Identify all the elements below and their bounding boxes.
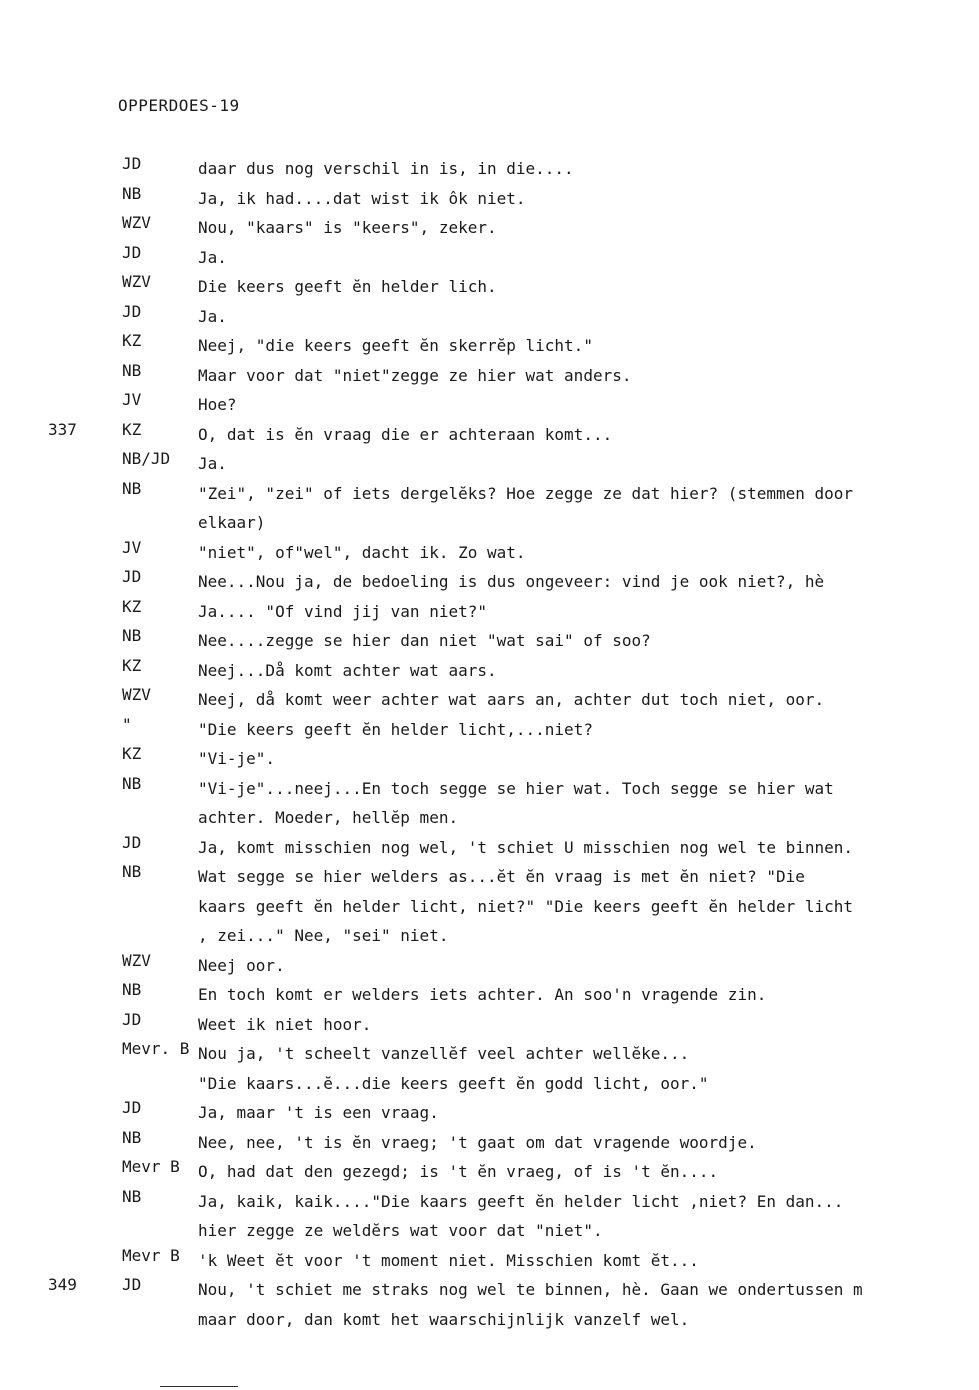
speaker-code: KZ [122, 596, 142, 616]
speaker-code: KZ [122, 331, 142, 350]
speaker-code: NB [122, 626, 142, 645]
transcript-row [0, 951, 979, 981]
utterance-text [198, 597, 953, 627]
utterance-text [198, 1275, 953, 1334]
speaker-code: NB [122, 1127, 142, 1147]
utterance-text [198, 331, 953, 361]
utterance-text [198, 980, 953, 1010]
speaker-code: WZV [122, 950, 151, 970]
transcript-row [0, 1039, 979, 1098]
speaker-code: JD [122, 154, 142, 173]
transcript-row [0, 420, 979, 450]
utterance-text [198, 1187, 953, 1246]
footnote-rule [160, 1386, 238, 1387]
utterance-text [198, 1098, 953, 1128]
speaker-code: NB [122, 980, 142, 999]
utterance-line: , zei..." Nee, "sei" niet. [198, 926, 449, 945]
utterance-text [198, 744, 953, 774]
utterance-line: Ja. [198, 247, 227, 267]
utterance-line: Neej, då komt weer achter wat aars an, achter dut toch niet, oor. [198, 690, 825, 709]
utterance-line: "Die keers geeft ĕn helder licht,...niet? [198, 719, 593, 739]
speaker-code: KZ [122, 419, 142, 439]
utterance-line: Ja, kaik, kaik...."Die kaars geeft ĕn helder licht ,niet? En dan... [198, 1191, 844, 1211]
transcript-row [0, 1010, 979, 1040]
transcript-row [0, 774, 979, 833]
speaker-code: Mevr B [122, 1157, 180, 1176]
transcript-row [0, 1246, 979, 1276]
utterance-line: Ja, ik had....dat wist ik ôk niet. [198, 188, 526, 208]
utterance-text [198, 154, 953, 184]
utterance-line: "niet", of"wel", dacht ik. Zo wat. [198, 542, 526, 562]
utterance-text [198, 715, 953, 745]
utterance-text [198, 656, 953, 686]
utterance-text [198, 567, 953, 597]
utterance-line: Weet ik niet hoor. [198, 1014, 372, 1034]
speaker-code: NB [122, 183, 142, 203]
utterance-text [198, 361, 953, 391]
speaker-code: JD [122, 1098, 142, 1117]
speaker-code: JD [122, 1275, 142, 1294]
speaker-code: Mevr B [122, 1245, 180, 1265]
transcript-row [0, 213, 979, 243]
transcript-row [0, 685, 979, 715]
speaker-code: JD [122, 242, 142, 262]
utterance-line: Nee....zegge se hier dan niet "wat sai" of soo? [198, 631, 651, 650]
utterance-text [198, 420, 953, 450]
page-title: OPPERDOES-19 [118, 96, 240, 115]
utterance-text [198, 302, 953, 332]
speaker-code: JV [122, 537, 142, 557]
utterance-line: "Vi-je"...neej...En toch segge se hier wat. Toch segge se hier wat [198, 778, 834, 798]
utterance-line: Die keers geeft ĕn helder lich. [198, 277, 497, 296]
utterance-line: "Vi-je". [198, 749, 276, 768]
speaker-code: NB [122, 478, 142, 498]
speaker-code: KZ [122, 655, 142, 675]
utterance-line: hier zegge ze weldĕrs wat voor dat "niet". [198, 1221, 603, 1240]
utterance-text [198, 243, 953, 273]
margin-line-number: 349 [48, 1275, 77, 1294]
speaker-code: NB [122, 1186, 142, 1206]
speaker-code: JV [122, 390, 142, 409]
utterance-line: Ja. [198, 306, 227, 326]
speaker-code: JD [122, 1009, 142, 1029]
utterance-line: achter. Moeder, hellĕp men. [198, 808, 459, 827]
utterance-text [198, 1157, 953, 1187]
transcript-row [0, 626, 979, 656]
utterance-text [198, 184, 953, 214]
utterance-line: Ja, maar 't is een vraag. [198, 1103, 439, 1122]
utterance-line: Neej oor. [198, 955, 285, 975]
utterance-line: Nee, nee, 't is ĕn vraeg; 't gaat om dat vragende woordje. [198, 1132, 757, 1152]
transcript-row [0, 538, 979, 568]
utterance-text [198, 626, 953, 656]
transcript-row [0, 833, 979, 863]
transcript-row [0, 449, 979, 479]
speaker-code: NB [122, 773, 142, 793]
utterance-text [198, 774, 953, 833]
speaker-code: NB [122, 862, 142, 881]
utterance-text [198, 213, 953, 243]
speaker-code: KZ [122, 744, 142, 763]
utterance-text [198, 1010, 953, 1040]
utterance-line: Nee...Nou ja, de bedoeling is dus ongeveer: vind je ook niet?, hè [198, 572, 825, 591]
utterance-line: Ja. [198, 454, 227, 473]
utterance-text [198, 449, 953, 479]
transcript-row [0, 331, 979, 361]
utterance-line: "Die kaars...ĕ...die keers geeft ĕn godd licht, oor." [198, 1073, 709, 1093]
utterance-line: Hoe? [198, 395, 237, 414]
speaker-code: NB/JD [122, 449, 171, 468]
utterance-line: elkaar) [198, 513, 266, 532]
utterance-line: kaars geeft ĕn helder licht, niet?" "Die keers geeft ĕn helder licht [198, 896, 854, 916]
speaker-code: " [122, 714, 132, 734]
transcript-row [0, 390, 979, 420]
utterance-text [198, 538, 953, 568]
utterance-line: Nou, "kaars" is "keers", zeker. [198, 218, 497, 237]
utterance-line: Neej, "die keers geeft ĕn skerrĕp licht." [198, 336, 593, 355]
transcript-row [0, 243, 979, 273]
margin-line-number: 337 [48, 419, 77, 439]
utterance-text [198, 951, 953, 981]
utterance-text [198, 272, 953, 302]
speaker-code: NB [122, 360, 142, 380]
transcript-row [0, 744, 979, 774]
transcript-row [0, 1157, 979, 1187]
utterance-line: maar door, dan komt het waarschijnlijk vanzelf wel. [198, 1309, 690, 1329]
transcript-row [0, 361, 979, 391]
transcript-row [0, 597, 979, 627]
utterance-line: En toch komt er welders iets achter. An soo'n vragende zin. [198, 985, 767, 1004]
utterance-line: Ja, komt misschien nog wel, 't schiet U misschien nog wel te binnen. [198, 837, 854, 857]
utterance-line: Wat segge se hier welders as...ĕt ĕn vraag is met ĕn niet? "Die [198, 867, 805, 886]
transcript-row [0, 184, 979, 214]
transcript-row [0, 1098, 979, 1128]
utterance-line: daar dus nog verschil in is, in die.... [198, 159, 574, 178]
utterance-line: "Zei", "zei" of iets dergelĕks? Hoe zegge ze dat hier? (stemmen door [198, 483, 854, 503]
transcript-row [0, 715, 979, 745]
speaker-code: Mevr. B [122, 1039, 190, 1058]
speaker-code: JD [122, 301, 142, 321]
speaker-code: WZV [122, 685, 151, 704]
transcript-row [0, 980, 979, 1010]
speaker-code: JD [122, 832, 142, 852]
transcript-row [0, 302, 979, 332]
utterance-text [198, 862, 953, 951]
utterance-line: Neej...Då komt achter wat aars. [198, 660, 497, 680]
transcript-row [0, 567, 979, 597]
utterance-line: 'k Weet ĕt voor 't moment niet. Misschien komt ĕt... [198, 1250, 699, 1270]
transcript [0, 154, 979, 1334]
utterance-text [198, 390, 953, 420]
transcript-row [0, 479, 979, 538]
transcript-row [0, 1187, 979, 1246]
utterance-line: O, dat is ĕn vraag die er achteraan komt... [198, 424, 613, 444]
utterance-line: Ja.... "Of vind jij van niet?" [198, 601, 487, 621]
utterance-text [198, 833, 953, 863]
utterance-text [198, 1128, 953, 1158]
transcript-row [0, 862, 979, 951]
utterance-line: O, had dat den gezegd; is 't ĕn vraeg, of is 't ĕn.... [198, 1162, 719, 1181]
utterance-text [198, 479, 953, 538]
speaker-code: WZV [122, 213, 151, 232]
transcript-row [0, 1275, 979, 1334]
utterance-text [198, 1039, 953, 1098]
utterance-text [198, 685, 953, 715]
utterance-line: Nou ja, 't scheelt vanzellĕf veel achter wellĕke... [198, 1044, 690, 1063]
transcript-row [0, 656, 979, 686]
utterance-line: Maar voor dat "niet"zegge ze hier wat anders. [198, 365, 632, 385]
speaker-code: WZV [122, 272, 151, 291]
speaker-code: JD [122, 567, 142, 586]
transcript-row [0, 154, 979, 184]
transcript-row [0, 1128, 979, 1158]
transcript-row [0, 272, 979, 302]
utterance-text [198, 1246, 953, 1276]
utterance-line: Nou, 't schiet me straks nog wel te binnen, hè. Gaan we ondertussen m [198, 1280, 863, 1299]
